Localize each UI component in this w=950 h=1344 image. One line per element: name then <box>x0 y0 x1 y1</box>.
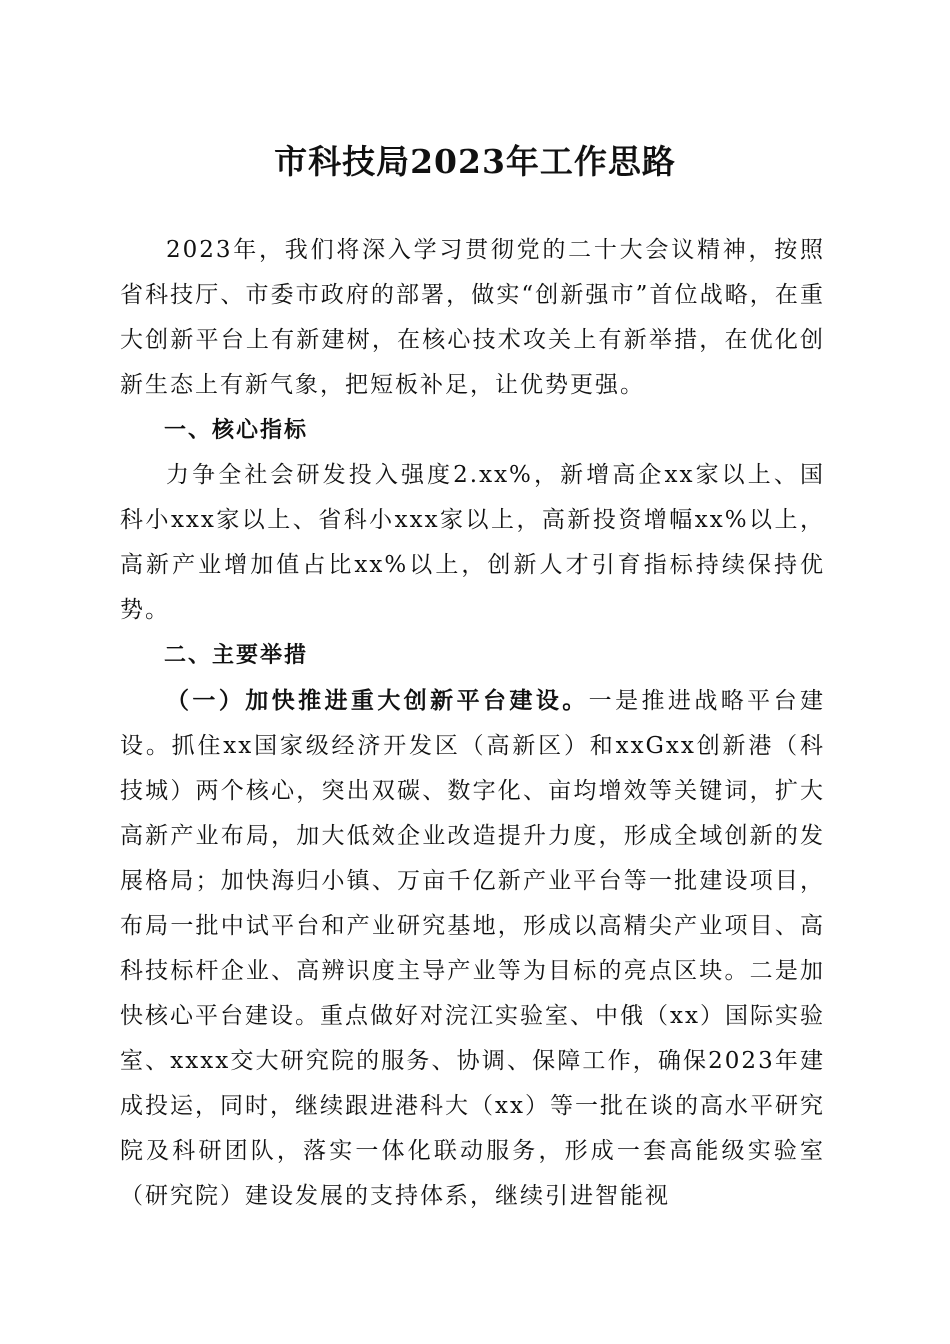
core-indicators-paragraph: 力争全社会研发投入强度2.xx%，新增高企xx家以上、国科小xxx家以上、省科小xxx家以上，高新投资增幅xx%以上，高新产业增加值占比xx%以上，创新人才引育指标持续保持优势。 <box>120 462 825 623</box>
measure-item-text: 一是推进战略平台建设。抓住xx国家级经济开发区（高新区）和xxGxx创新港（科技城）两个核心，突出双碳、数字化、亩均增效等关键词，扩大高新产业布局，加大低效企业改造提升力度，形成全域创新的发展格局；加快海归小镇、万亩千亿新产业平台等一批建设项目，布局一批中试平台和产业研究基地，形成以高精尖产业项目、高科技标杆企业、高辨识度主导产业等为目标的亮点区块。二是加快核心平台建设。重点做好对浣江实验室、中俄（xx）国际实验室、xxxx交大研究院的服务、协调、保障工作，确保2023年建成投运，同时，继续跟进港科大（xx）等一批在谈的高水平研究院及科研团队，落实一体化联动服务，形成一套高能级实验室（研究院）建设发展的支持体系，继续引进智能视 <box>120 688 826 1209</box>
intro-paragraph: 2023年，我们将深入学习贯彻党的二十大会议精神，按照省科技厅、市委市政府的部署，做实“创新强市”首位战略，在重大创新平台上有新建树，在核心技术攻关上有新举措，在优化创新生态上有新气象，把短板补足，让优势更强。 <box>120 237 825 398</box>
section-heading-main-measures: 二、主要举措 <box>164 643 309 668</box>
document-body <box>120 228 825 1219</box>
section-heading-core-indicators: 一、核心指标 <box>164 418 309 443</box>
measure-item-lead: （一）加快推进重大创新平台建设。 <box>166 687 589 714</box>
document-title: 市科技局2023年工作思路 <box>274 142 676 181</box>
main-measures-paragraph <box>120 678 825 1219</box>
